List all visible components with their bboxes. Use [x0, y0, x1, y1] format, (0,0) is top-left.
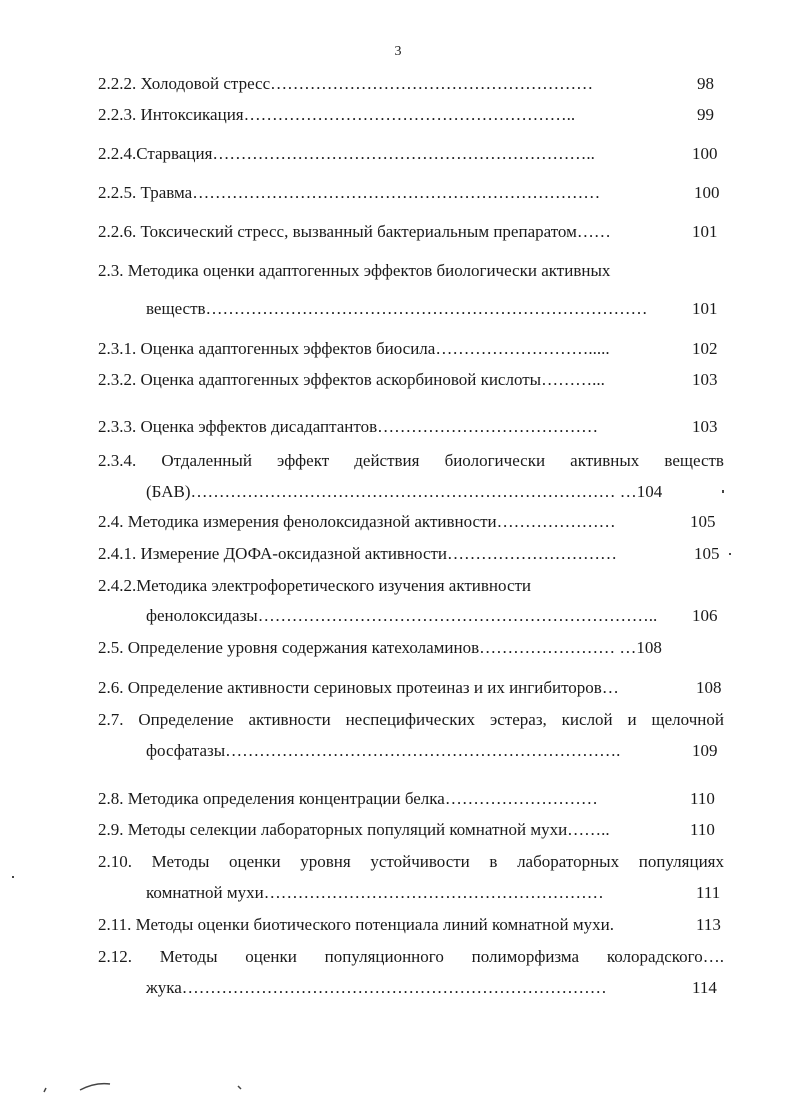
page-number: 3 [394, 44, 402, 59]
toc-entry-page: 103 [692, 370, 718, 389]
toc-entry-page: 113 [696, 915, 721, 934]
toc-entry-page: 110 [690, 789, 715, 808]
toc-entry-title-cont: веществ…………………………………………………………………… [146, 299, 648, 318]
scan-speck [729, 553, 731, 555]
scan-scribble [40, 1080, 260, 1094]
toc-entry-page: 110 [690, 820, 715, 839]
toc-entry-page: 100 [694, 183, 720, 202]
toc-entry-title: 2.8. Методика определения концентрации белка……………………… [98, 789, 598, 808]
toc-entry-title: 2.3.2. Оценка адаптогенных эффектов аскорбиновой кислоты………... [98, 370, 605, 389]
toc-entry-page: 105 [694, 544, 720, 563]
toc-entry-title: 2.10. Методы оценки уровня устойчивости в лабораторных популяциях [98, 852, 724, 871]
scan-speck [722, 490, 724, 493]
toc-entry-title: 2.2.4.Старвация………………………………………………………….. [98, 144, 595, 163]
toc-entry-title-cont: комнатной мухи…………………………………………………… [146, 883, 604, 902]
toc-entry-title: 2.4. Методика измерения фенолоксидазной активности………………… [98, 512, 616, 531]
toc-entry-page: 99 [697, 105, 714, 124]
toc-entry-title: 2.3.1. Оценка адаптогенных эффектов биосила………………………..... [98, 339, 610, 358]
toc-entry-title: 2.3.4. Отдаленный эффект действия биологически активных веществ [98, 451, 724, 470]
toc-entry-title-cont: фенолоксидазы…………………………………………………………….. [146, 606, 658, 625]
toc-entry-title: 2.2.3. Интоксикация………………………………………………….. [98, 105, 576, 124]
toc-entry-title: 2.2.6. Токсический стресс, вызванный бактериальным препаратом…… [98, 222, 611, 241]
toc-entry-title: 2.7. Определение активности неспецифических эстераз, кислой и щелочной [98, 710, 724, 729]
toc-entry-page: 100 [692, 144, 718, 163]
toc-entry-title: 2.6. Определение активности сериновых протеиназ и их ингибиторов… [98, 678, 619, 697]
toc-entry-title: 2.5. Определение уровня содержания катехоламинов…………………… …108 [98, 638, 662, 657]
toc-entry-page: 98 [697, 74, 714, 93]
toc-entry-title-cont: жука………………………………………………………………… [146, 978, 607, 997]
toc-entry-title: 2.3.3. Оценка эффектов дисадаптантов………………………………… [98, 417, 599, 436]
toc-entry-title: 2.11. Методы оценки биотического потенциала линий комнатной мухи. [98, 915, 615, 934]
toc-entry-page: 111 [696, 883, 721, 902]
scan-speck [12, 876, 14, 878]
toc-entry-title: 2.9. Методы селекции лабораторных популяций комнатной мухи…….. [98, 820, 610, 839]
toc-entry-page: 101 [692, 299, 718, 318]
toc-entry-page: 105 [690, 512, 716, 531]
toc-entry-title: 2.4.1. Измерение ДОФА-оксидазной активности………………………… [98, 544, 618, 563]
toc-entry-page: 102 [692, 339, 718, 358]
toc-entry-title: 2.3. Методика оценки адаптогенных эффектов биологически активных [98, 261, 611, 280]
toc-entry-page: 108 [696, 678, 722, 697]
toc-entry-page: 106 [692, 606, 718, 625]
toc-entry-page: 103 [692, 417, 718, 436]
toc-entry-title: 2.2.5. Травма……………………………………………………………… [98, 183, 601, 202]
toc-entry-title: 2.2.2. Холодовой стресс………………………………………………… [98, 74, 594, 93]
toc-entry-title: 2.4.2.Методика электрофоретического изучения активности [98, 576, 532, 595]
toc-entry-page: 109 [692, 741, 718, 760]
toc-entry-title-cont: (БАВ)………………………………………………………………… …104 [146, 482, 663, 501]
toc-entry-page: 101 [692, 222, 718, 241]
toc-entry-title: 2.12. Методы оценки популяционного полиморфизма колорадского…. [98, 947, 724, 966]
toc-entry-page: 114 [692, 978, 717, 997]
toc-entry-title-cont: фосфатазы……………………………………………………………. [146, 741, 621, 760]
